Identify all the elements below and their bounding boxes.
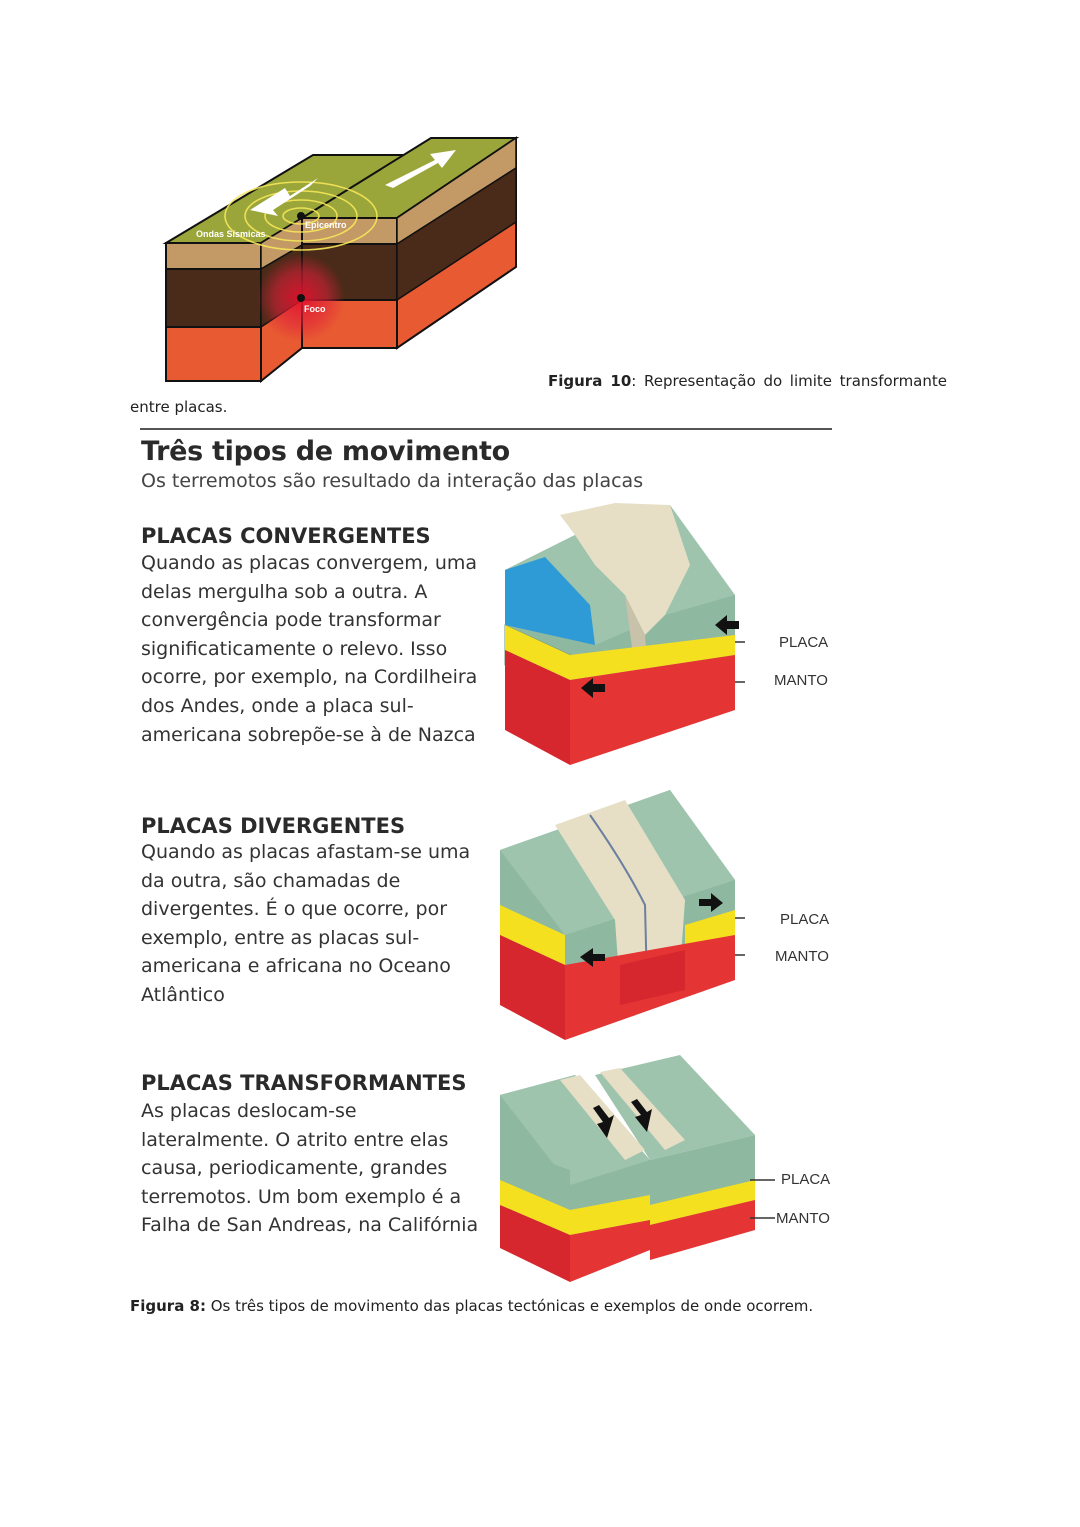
figure-8-label: Figura 8:	[130, 1297, 206, 1315]
convergent-heading: PLACAS CONVERGENTES	[141, 524, 431, 548]
figure-10-caption-continuation: entre placas.	[130, 398, 228, 416]
convergent-text: Quando as placas convergem, uma delas mergulha sob a outra. A convergência pode transformar significaticamente o relevo. Isso ocorre, por exemplo, na Cordilheira dos Andes, onde a placa sul-americana sobrepõe-se à de Nazca	[141, 552, 478, 746]
epicenter-label: Epicentro	[305, 220, 347, 230]
figure-8-caption-text: Os três tipos de movimento das placas tectónicas e exemplos de onde ocorrem.	[205, 1297, 814, 1315]
transform-block-diagram	[495, 1050, 775, 1290]
infographic-top-rule	[140, 428, 832, 430]
figure-10-label: Figura 10	[548, 372, 632, 390]
transform-mantle-label: MANTO	[776, 1210, 830, 1227]
focus-label: Foco	[304, 304, 326, 314]
focus-point	[297, 294, 305, 302]
transform-plate-label: PLACA	[781, 1171, 831, 1188]
convergent-block-diagram	[495, 495, 745, 770]
left-block-crust	[166, 243, 261, 269]
transform-fault-diagram	[160, 130, 525, 388]
transform-text: As placas deslocam-se lateralmente. O atrito entre elas causa, periodicamente, grandes terremotos. Um bom exemplo é a Falha de San Andreas, na Califórnia	[141, 1100, 479, 1237]
convergent-plate-label: PLACA	[779, 634, 829, 651]
divergent-block-diagram	[495, 785, 745, 1045]
left-block-lithosphere	[166, 269, 261, 327]
waves-label: Ondas Sísmicas	[196, 229, 266, 239]
infographic-title: Três tipos de movimento	[141, 436, 510, 467]
convergent-mantle-label: MANTO	[774, 672, 828, 689]
divergent-mantle-label: MANTO	[775, 948, 829, 965]
figure-10-caption-text: : Representação do limite transformante	[631, 372, 947, 390]
figure-8-caption	[130, 1297, 813, 1315]
divergent-text: Quando as placas afastam-se uma da outra, são chamadas de divergentes. É o que ocorre, por exemplo, entre as placas sul-americana e africana no Oceano Atlântico	[141, 841, 471, 1006]
infographic-subtitle: Os terremotos são resultado da interação das placas	[141, 470, 644, 492]
divergent-heading: PLACAS DIVERGENTES	[141, 814, 406, 838]
epicenter-point	[297, 212, 305, 220]
figure-10-caption	[548, 371, 947, 391]
transform-heading: PLACAS TRANSFORMANTES	[141, 1071, 467, 1095]
divergent-plate-label: PLACA	[780, 911, 830, 928]
